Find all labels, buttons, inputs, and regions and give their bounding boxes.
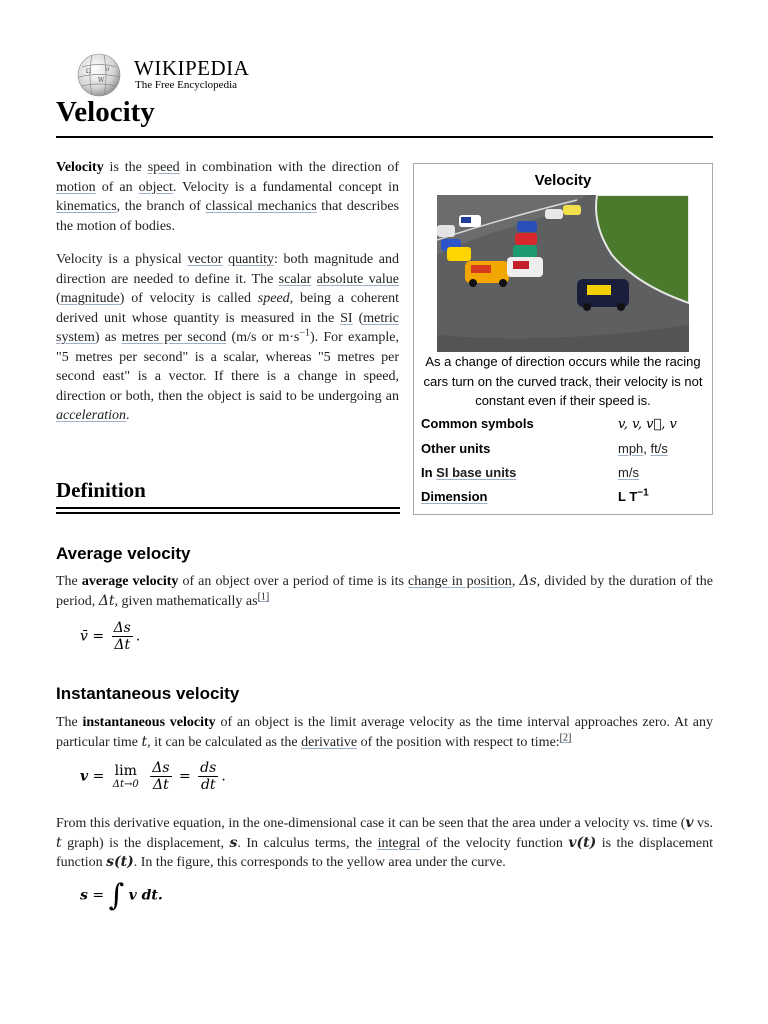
bold-term: Velocity <box>56 160 104 175</box>
bold-term: instantaneous velocity <box>82 715 216 730</box>
text-run: . <box>125 408 130 423</box>
svg-text:И: И <box>105 67 110 73</box>
article-link[interactable]: change in position <box>408 574 512 589</box>
text-run: ( <box>56 291 61 306</box>
average-velocity-paragraph <box>56 572 713 611</box>
text-run: of an object over a period of time is its <box>178 574 409 589</box>
article-link[interactable]: absolute value <box>316 271 400 287</box>
article-link[interactable]: SI <box>340 310 353 326</box>
text-run: . In the figure, this corresponds to the yellow area under the curve. <box>133 855 506 870</box>
si-base-units-link[interactable]: SI base units <box>436 465 517 480</box>
instantaneous-velocity-heading: Instantaneous velocity <box>56 684 240 703</box>
svg-text:Ω: Ω <box>86 68 91 75</box>
formula-fraction <box>112 620 133 653</box>
infobox-label: Other units <box>421 441 491 456</box>
bold-term: average velocity <box>81 574 179 589</box>
dimension-value: L T <box>618 489 638 504</box>
infobox-label: In SI base units <box>421 465 517 480</box>
m-s-link[interactable]: m/s <box>618 465 639 480</box>
infobox-value <box>618 489 649 504</box>
math-symbol: v(t) <box>568 834 597 851</box>
article-link[interactable]: kinematics <box>56 199 117 214</box>
text-run: ) of velocity is called <box>119 291 258 306</box>
formula-fraction <box>198 760 218 793</box>
text-run: of an <box>95 179 139 195</box>
integral-body: v dt. <box>128 887 163 904</box>
text-run: The <box>56 574 82 589</box>
definition-heading: Definition <box>56 478 146 502</box>
text-run: ) as <box>94 330 122 345</box>
math-symbol: Δt <box>98 592 115 609</box>
article-link[interactable]: quantity <box>228 252 274 267</box>
infobox-label: Common symbols <box>421 416 534 431</box>
italic-text: speed <box>257 291 290 306</box>
math-symbol: v <box>685 815 694 831</box>
formula-lhs: s <box>80 887 88 904</box>
article-link[interactable]: vector <box>187 252 223 267</box>
text-run: The <box>56 715 83 730</box>
instantaneous-velocity-paragraph <box>56 713 713 752</box>
integral-sign: ∫ <box>108 878 125 913</box>
svg-text:W: W <box>98 77 105 84</box>
formula-period: . <box>221 768 226 785</box>
formula-fraction <box>150 760 171 793</box>
text-run: Velocity is a physical <box>56 252 188 267</box>
fraction-denominator: dt <box>200 777 216 793</box>
article-link[interactable]: classical mechanics <box>205 199 317 214</box>
text-run: : both magnitude and direction are needed to define it. The <box>56 252 400 287</box>
race-track-photo <box>437 195 689 352</box>
math-symbol: s <box>229 834 238 851</box>
formula-equals: = <box>92 887 105 904</box>
formula-equals: = <box>92 768 105 785</box>
limit-subscript: Δt→0 <box>112 779 139 790</box>
article-link[interactable]: object <box>138 179 173 195</box>
limit-operator <box>113 763 139 790</box>
text-run: (m/s or m⋅s <box>226 330 300 345</box>
lead-paragraph-2 <box>56 250 399 426</box>
text-run: of an object is the limit average velocity as the time interval approaches zero. At any particular time <box>56 715 714 750</box>
text-run: , being a coherent derived unit whose quantity is measured in the <box>56 291 399 326</box>
fraction-numerator: Δs <box>152 760 170 776</box>
infobox-row-common-symbols <box>421 416 705 436</box>
math-symbol: s(t) <box>106 854 134 870</box>
math-symbol: t <box>56 834 62 851</box>
infobox-value <box>618 416 677 432</box>
lead-paragraph-1 <box>56 158 399 236</box>
integral-formula <box>80 878 163 913</box>
wordmark: WIKIPEDIA <box>134 56 250 80</box>
citation-link[interactable]: [2] <box>559 731 572 743</box>
page-title: Velocity <box>56 96 155 128</box>
text-run: vs. <box>693 816 713 831</box>
wikipedia-logo[interactable] <box>74 52 254 98</box>
average-velocity-formula <box>80 620 140 653</box>
infobox-image[interactable] <box>437 195 689 352</box>
formula-lhs: v̄ <box>80 628 88 645</box>
article-link[interactable]: acceleration <box>56 408 126 423</box>
limit-label: lim <box>114 763 137 779</box>
infobox <box>413 163 713 515</box>
heading-divider <box>56 507 400 509</box>
ft-s-link[interactable]: ft/s <box>650 441 668 456</box>
formula-period: . <box>135 628 141 645</box>
text-run: , it can be calculated as the <box>147 734 302 750</box>
article-link[interactable]: integral <box>377 835 421 851</box>
text-run: . Velocity is a fundamental concept in <box>172 179 399 195</box>
text-run: is the displacement function <box>56 835 713 870</box>
fraction-numerator: ds <box>200 760 217 776</box>
article-link[interactable]: metric system <box>56 310 399 345</box>
text-run: ). For example, "5 metres per second" is a scalar, whereas "5 metres per second east" is a vector. If there is a change in speed, direction or both, then the object is said to be undergoing an <box>56 330 400 404</box>
infobox-title: Velocity <box>534 172 592 189</box>
fraction-denominator: Δt <box>114 637 131 653</box>
text-run: that describes the motion of bodies. <box>56 199 399 234</box>
article-link[interactable]: metres per second <box>121 330 227 345</box>
text-run: graph) is the displacement, <box>61 835 230 851</box>
article-link[interactable]: scalar <box>278 271 312 287</box>
title-divider <box>56 136 713 138</box>
infobox-caption: As a change of direction occurs while the racing cars turn on the curved track, their velocity is not constant even if their speed is. <box>423 354 703 408</box>
symbol-values: v, v, v⃗, v <box>618 417 677 432</box>
instantaneous-velocity-formula <box>80 760 226 793</box>
math-symbol: Δs <box>519 573 537 589</box>
text-run: is the <box>103 160 148 175</box>
heading-divider <box>56 512 400 514</box>
article-link[interactable]: speed <box>147 160 180 175</box>
text-run: . In calculus terms, the <box>237 835 378 851</box>
text-run: , <box>511 574 520 589</box>
infobox-row-dimension <box>421 489 705 509</box>
text-run: , divided by the duration of the period, <box>56 574 714 609</box>
infobox-value <box>618 465 639 480</box>
fraction-numerator: Δs <box>113 620 131 636</box>
mph-link[interactable]: mph <box>618 441 644 456</box>
text-run: From this derivative equation, in the one-dimensional case it can be seen that the area under a velocity vs. time ( <box>56 816 686 831</box>
dimension-exponent: −1 <box>637 487 649 499</box>
formula-lhs: v <box>80 768 89 785</box>
formula-equals: = <box>92 628 105 645</box>
infobox-row-other-units <box>421 441 705 461</box>
article-link[interactable]: motion <box>56 179 96 195</box>
text-run: , given mathematically as <box>114 593 258 609</box>
infobox-row-si-base-units <box>421 465 705 485</box>
text-run: of the position with respect to time: <box>357 734 560 750</box>
text-run: , the branch of <box>116 199 206 214</box>
fraction-denominator: Δt <box>152 777 169 793</box>
math-symbol: t <box>141 733 148 750</box>
dimension-link[interactable]: Dimension <box>421 489 488 504</box>
superscript: −1 <box>299 327 310 339</box>
globe-puzzle-icon <box>74 52 124 98</box>
infobox-value <box>618 441 668 456</box>
article-link[interactable]: derivative <box>301 734 358 750</box>
text-run: of the velocity function <box>420 835 569 851</box>
value-separator: , <box>643 441 651 456</box>
article-link[interactable]: magnitude <box>60 291 120 306</box>
citation-link[interactable]: [1] <box>257 590 270 602</box>
tagline: The Free Encyclopedia <box>135 79 238 91</box>
average-velocity-heading: Average velocity <box>56 544 191 563</box>
text-run: in combination with the direction of <box>179 160 399 175</box>
displacement-paragraph <box>56 814 713 873</box>
text-run: ( <box>352 310 364 326</box>
formula-equals: = <box>178 768 191 785</box>
